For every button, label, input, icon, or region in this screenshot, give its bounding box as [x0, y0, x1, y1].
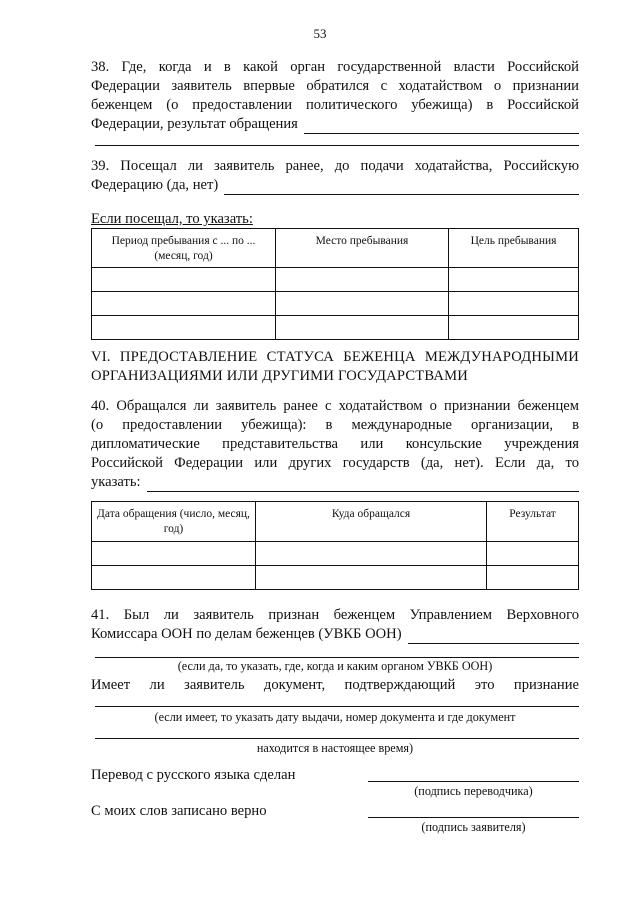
- q41-document-line: Имеет ли заявитель документ, подтверждающий это признание: [91, 677, 579, 693]
- q41-document-answer-line[interactable]: [95, 706, 579, 707]
- q39-line-1: 39. Посещал ли заявитель ранее, до подачи ходатайства, Российскую: [91, 158, 579, 174]
- applicant-caption: (подпись заявителя): [421, 820, 526, 834]
- section-6-line-2: ОРГАНИЗАЦИЯМИ ИЛИ ДРУГИМИ ГОСУДАРСТВАМИ: [91, 368, 469, 384]
- q41-answer-line[interactable]: [408, 628, 579, 644]
- q41-last-line: Комиссара ООН по делам беженцев (УВКБ ООН): [91, 626, 402, 642]
- q39-header-period: Период пребывания с ... по ... (месяц, год): [92, 229, 276, 268]
- q38-answer-line-2[interactable]: [95, 145, 579, 146]
- q40-header-where: Куда обращался: [256, 502, 487, 542]
- q40-last-line: указать:: [91, 474, 141, 490]
- q40-line-1: 40. Обращался ли заявитель ранее с ходатайством о признании беженцем: [91, 398, 579, 414]
- question-40: [91, 397, 579, 492]
- q39-header-purpose: Цель пребывания: [449, 229, 579, 268]
- section-6-heading: [91, 348, 579, 386]
- q40-answer-line[interactable]: [147, 476, 579, 492]
- section-6-line-1: VI. ПРЕДОСТАВЛЕНИЕ СТАТУСА БЕЖЕНЦА МЕЖДУНАРОДНЫМИ: [91, 349, 579, 365]
- q39-answer-line[interactable]: [224, 179, 579, 195]
- recorded-label: С моих слов записано верно: [91, 803, 267, 819]
- q38-answer-line[interactable]: [304, 118, 579, 134]
- q41-caption-2: (если имеет, то указать дату выдачи, номер документа и где документ: [154, 710, 516, 724]
- q39-header-place: Место пребывания: [276, 229, 449, 268]
- q41-caption-3: находится в настоящее время): [256, 741, 414, 755]
- q40-line-2: (о предоставлении убежища): в международные организации, в: [91, 417, 579, 433]
- q38-line-3: беженцем (о предоставлении политического убежища) в Российской: [91, 97, 579, 113]
- q41-answer-line-2[interactable]: [95, 657, 579, 658]
- q38-last-line: Федерации, результат обращения: [91, 116, 298, 132]
- table-row: [92, 566, 579, 590]
- q39-stay-table: [91, 228, 579, 340]
- question-41: [91, 606, 579, 644]
- q38-line-1: 38. Где, когда и в какой орган государственной власти Российской: [91, 59, 579, 75]
- q39-if-visited: Если посещал, то указать:: [91, 211, 253, 227]
- translator-caption: (подпись переводчика): [414, 784, 533, 798]
- table-row: [92, 292, 579, 316]
- translation-label: Перевод с русского языка сделан: [91, 767, 296, 783]
- table-row: [92, 316, 579, 340]
- question-39: [91, 157, 579, 195]
- q41-caption-1: (если да, то указать, где, когда и каким органом УВКБ ООН): [177, 659, 493, 673]
- q39-last-line: Федерацию (да, нет): [91, 177, 219, 193]
- translator-signature-line[interactable]: [368, 781, 579, 782]
- applicant-signature-line[interactable]: [368, 817, 579, 818]
- page-number: 53: [313, 26, 327, 41]
- question-38: [91, 58, 579, 134]
- q41-line-1: 41. Был ли заявитель признан беженцем Управлением Верховного: [91, 607, 579, 623]
- q40-line-3: дипломатические представительства или консульские учреждения: [91, 436, 579, 452]
- q40-line-4: Российской Федерации или других государств (да, нет). Если да, то: [91, 455, 579, 471]
- table-row: [92, 542, 579, 566]
- q40-header-date: Дата обращения (число, месяц, год): [92, 502, 256, 542]
- q41-document-answer-line-2[interactable]: [95, 738, 579, 739]
- q40-appeal-table: [91, 501, 579, 590]
- table-row: [92, 268, 579, 292]
- q38-line-2: Федерации заявитель впервые обратился с ходатайством о признании: [91, 78, 579, 94]
- q40-header-result: Результат: [487, 502, 579, 542]
